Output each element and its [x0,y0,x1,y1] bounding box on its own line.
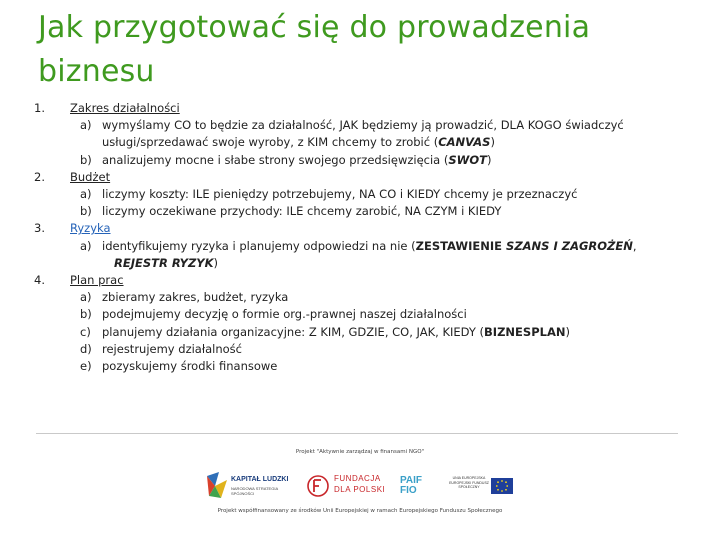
list-item [80,186,704,203]
item-text: zbieramy zakres, budżet, ryzyka [102,290,289,305]
eu-flag-icon [491,478,513,494]
footer-divider [36,433,678,434]
item-text: analizujemy mocne i słabe strony swojego przedsięwzięcia (SWOT) [102,152,492,167]
fundacja-text: FUNDACJA [334,474,381,483]
kapital-ludzki-logo [205,470,297,502]
item-text: rejestrujemy działalność [102,341,242,356]
ue-text: UNIA EUROPEJSKA EUROPEJSKI FUNDUSZ SPOŁECZNY [449,476,489,489]
kapital-ludzki-emblem-icon [205,470,229,500]
section-2 [34,169,704,221]
fundacja-dla-polski-logo [306,470,390,502]
list-item [80,152,704,169]
page-title: Jak przygotować się do prowadzenia biznesu [38,10,591,89]
project-caption: Projekt "Aktywnie zarządzaj w finansami NGO" [295,449,425,455]
item-letter: b) [80,204,92,219]
item-letter: a) [80,187,92,202]
section-3 [34,220,704,272]
item-text: planujemy działania organizacyjne: Z KIM, GDZIE, CO, JAK, KIEDY (BIZNESPLAN) [102,324,570,339]
item-letter: a) [80,290,92,305]
section-number: 1. [34,101,45,115]
list-item [80,358,704,375]
section-title-zakres: Zakres działalności [70,101,180,115]
kapital-ludzki-text: KAPITAŁ LUDZKI [231,476,289,483]
item-letter: a) [80,118,92,133]
item-letter: e) [80,359,92,374]
item-text: wymyślamy CO to będzie za działalność, JAK będziemy ją prowadzić, DLA KOGO świadczyć usługi/sprzedawać swoje wyroby, z KIM chcemy to zrobić (CANVAS) [102,118,624,150]
item-letter: b) [80,307,92,322]
section-number: 3. [34,221,45,236]
item-text: pozyskujemy środki finansowe [102,359,278,374]
list-item [80,341,704,358]
kapital-ludzki-subtext: NARODOWA STRATEGIA SPÓJNOŚCI [231,486,278,496]
fundacja-subtext: DLA POLSKI [334,485,386,494]
item-text: identyfikujemy ryzyka i planujemy odpowiedzi na nie (ZESTAWIENIE SZANS I ZAGROŻEŃ, REJESTR RYZYK) [102,238,637,270]
item-text: podejmujemy decyzję o formie org.-prawnej naszej działalności [102,307,467,322]
item-text: liczymy koszty: ILE pieniędzy potrzebujemy, NA CO i KIEDY chcemy je przeznaczyć [102,187,578,202]
item-letter: a) [80,238,92,253]
list-item [80,238,704,272]
pafio-logo: PAIF FIO [400,475,423,496]
section-title-plan-prac: Plan prac [70,273,124,288]
list-item [80,117,704,151]
section-number: 2. [34,169,45,184]
fundacja-emblem-icon [306,474,330,498]
outline-list [34,100,704,375]
section-title-budzet: Budżet [70,169,111,184]
list-item [80,203,704,220]
section-number: 4. [34,273,45,288]
section-1 [34,100,704,169]
item-text: liczymy oczekiwane przychody: ILE chcemy zarobić, NA CZYM i KIEDY [102,204,502,219]
list-item [80,289,704,306]
section-title-ryzyka-link[interactable]: Ryzyka [70,221,111,236]
item-letter: c) [80,324,91,339]
list-item [80,306,704,323]
unia-europejska-logo [449,474,513,498]
cofinancing-note: Projekt współfinansowany ze środków Unii Europejskiej w ramach Europejskiego Funduszu Społecznego [217,508,503,514]
item-letter: b) [80,152,92,167]
item-letter: d) [80,341,92,356]
section-4 [34,272,704,375]
list-item [80,324,704,341]
